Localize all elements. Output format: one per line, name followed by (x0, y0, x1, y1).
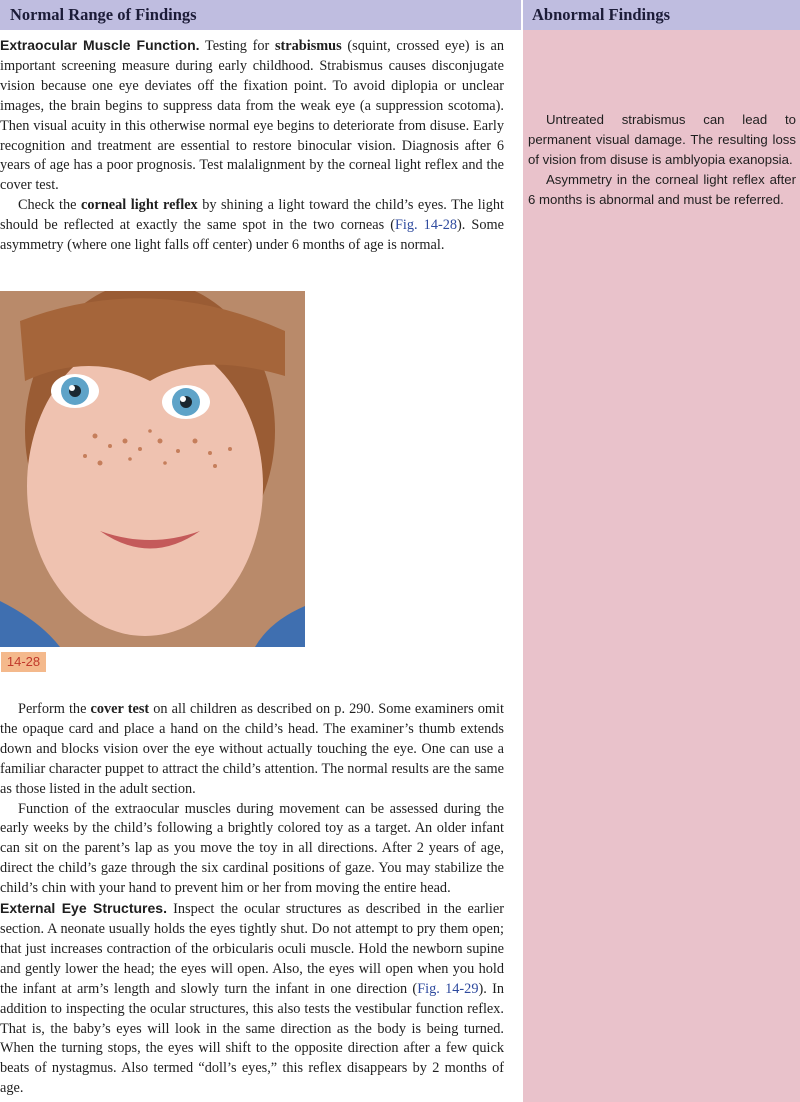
text-run: on all children as described on p. 290. Some examiners omit the opaque card and place a hand on the child’s head. The examiner’s thumb extends down and blocks vision over the eye without actually touching the eye. One can use a familiar character puppet to attract the child’s attention. The normal results are the same as those listed in the adult section. (0, 701, 504, 797)
paragraph-cover-test (0, 700, 504, 800)
text-run: (squint, crossed eye) is an important screening measure during early childhood. Strabismus causes disconjugate vision because one eye deviates off the fixation point. To avoid diplopia or unclear images, the brain begins to suppress data from the weak eye (a suppression scotoma). Then visual acuity in this otherwise normal eye begins to deteriorate from disuse. Early recognition and treatment are essential to restore binocular vision. Diagnosis after 6 years of age has a poor prognosis. Test malalignment by the corneal light reflex and the cover test. (0, 38, 505, 194)
column-header-bar (0, 0, 800, 30)
section-lead-extraocular: Extraocular Muscle Function. (0, 37, 200, 53)
text-run: ). Some asymmetry (where one light falls off center) under 6 months of age is normal. (0, 217, 505, 254)
abnormal-findings-heading: Abnormal Findings (532, 5, 670, 24)
term-cover-test: cover test (90, 701, 150, 717)
child-face-illustration (0, 291, 305, 647)
figure-ref-14-28[interactable]: Fig. 14-28 (394, 217, 458, 234)
paragraph-corneal-light-reflex (0, 196, 504, 256)
term-strabismus: strabismus (274, 38, 342, 54)
normal-findings-heading: Normal Range of Findings (10, 5, 197, 24)
text-run: Check the (18, 197, 81, 214)
text-run: by shining a light toward the child’s eyes. The light should be reflected at exactly the same spot in the two corneas ( (0, 197, 505, 234)
figure-label-14-28: 14-28 (1, 652, 46, 672)
term-corneal-light-reflex: corneal light reflex (80, 197, 198, 214)
paragraph-external-eye-structures (0, 899, 504, 1099)
abnormal-corneal-reflex-note: Asymmetry in the corneal light reflex after 6 months is abnormal and must be referred. (528, 171, 796, 207)
text-run: Testing for (199, 38, 275, 54)
abnormal-strabismus-note: Untreated strabismus can lead to permanent visual damage. The resulting loss of vision from disuse is amblyopia exanopsia. (528, 112, 796, 167)
header-divider (521, 0, 523, 30)
figure-ref-14-29[interactable]: Fig. 14-29 (417, 980, 479, 997)
paragraph-extraocular-muscle-function (0, 36, 504, 196)
normal-findings-text-top (0, 36, 504, 256)
text-run: ). In addition to inspecting the ocular structures, this also tests the vestibular function reflex. That is, the baby’s eyes will look in the same direction as the body is being turned. When the turning stops, the eyes will shift to the opposite direction after a few quick beats of nystagmus. Also termed “doll’s eyes,” this reflex disappears by 2 months of age. (0, 980, 504, 1097)
abnormal-findings-text (528, 110, 796, 210)
paragraph-extraocular-movement: Function of the extraocular muscles during movement can be assessed during the early weeks by the child’s following a brightly colored toy as a target. An older infant can sit on the parent’s lap as you move the toy in all directions. After 2 years of age, direct the child’s gaze through the six cardinal positions of gaze. You may stabilize the child’s chin with your hand to prevent him or her from moving the entire head. (0, 800, 504, 897)
section-lead-external-eye: External Eye Structures. (0, 900, 167, 917)
text-run: Inspect the ocular structures as described in the earlier section. A neonate usually holds the eyes tightly shut. Do not attempt to pry them open; that just increases contraction of the orbicularis oculi muscle. Hold the newborn supine and gently lower the head; the eyes will open. Also, the eyes will open when you hold the infant at arm’s length and slowly turn the infant in one direction ( (0, 901, 504, 997)
normal-findings-text-bottom (0, 700, 504, 1099)
child-face-photo (0, 291, 305, 647)
text-run: Perform the (18, 701, 91, 717)
